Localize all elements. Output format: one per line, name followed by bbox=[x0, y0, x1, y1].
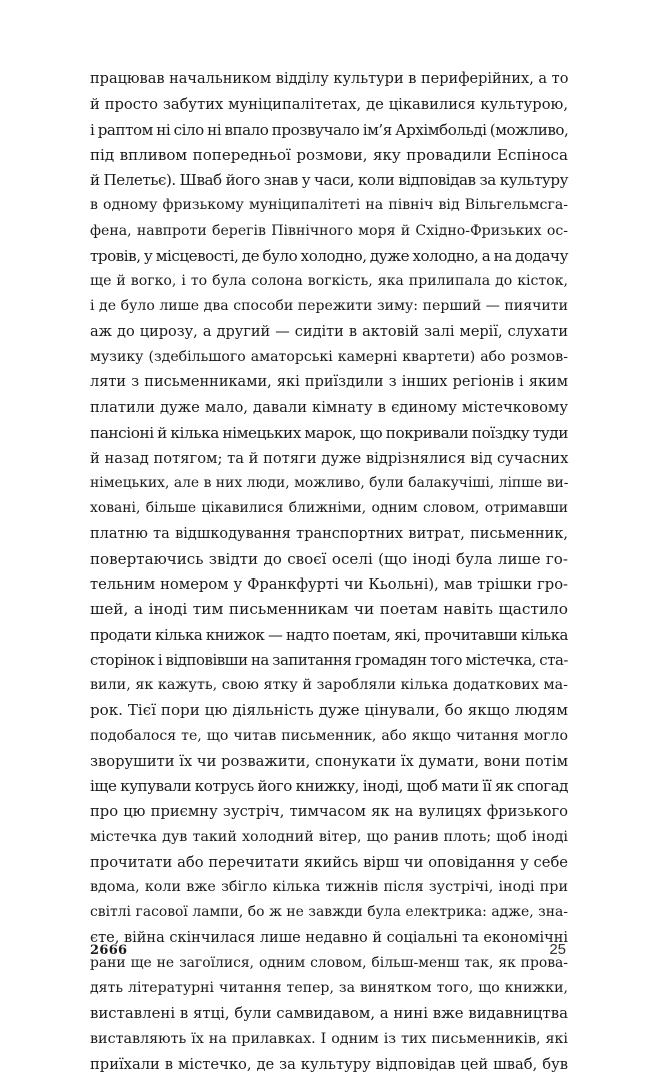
text-line: сторінок і відповівши на запитання громадян того містечка, ста- bbox=[90, 650, 568, 669]
text-line: і раптом ні сіло ні впало прозвучало ім’я Архімбольді (можливо, bbox=[90, 120, 569, 139]
text-line: шей, а іноді тим письменникам чи поетам навіть щастило bbox=[90, 600, 568, 619]
text-line: і де було лише два способи пережити зиму: перший — пиячити bbox=[90, 298, 568, 315]
body-text bbox=[90, 67, 568, 1077]
text-line: прочитати або перечитати якийсь вірш чи оповідання у себе bbox=[90, 853, 568, 871]
text-line: єте, війна скінчилася лише недавно й соціальні та економічні bbox=[90, 929, 568, 946]
page-number: 25 bbox=[549, 941, 566, 958]
text-line: містечка дув такий холодний вітер, що ранив плоть; щоб іноді bbox=[90, 828, 568, 845]
text-line: вдома, коли вже збігло кілька тижнів після зустрічі, іноді при bbox=[90, 879, 568, 895]
text-line: повертаючись звідти до своєї оселі (що іноді була лише го- bbox=[90, 549, 568, 568]
text-line: й назад потягом; та й потяги дуже відрізнялися від сучасних bbox=[90, 449, 569, 467]
text-line: вили, як кажуть, свою ятку й заробляли кілька додаткових ма- bbox=[90, 677, 568, 693]
text-line: німецьких, але в них люди, можливо, були балакучіші, ліпше ви- bbox=[90, 475, 569, 491]
text-line: в одному фризькому муніципалітеті на північ від Вільгельмсга- bbox=[90, 197, 568, 214]
text-line: тровів, у місцевості, де було холодно, дуже холодно, а на додачу bbox=[90, 246, 568, 265]
text-line: ховані, більше цікавилися ближніми, одним словом, отримавши bbox=[90, 500, 568, 517]
text-line: платню та відшкодування транспортних витрат, письменник, bbox=[90, 525, 568, 542]
text-line: й просто забутих муніципалітетах, де цікавилися культурою, bbox=[90, 96, 568, 114]
text-line: й Пелетьє). Шваб його знав у часи, коли відповідав за культуру bbox=[90, 171, 568, 189]
text-line: ляти з письменниками, які приїздили з інших регіонів і яким bbox=[90, 374, 568, 390]
text-line: дять літературні читання тепер, за винятком того, що книжки, bbox=[90, 980, 568, 996]
text-line: виставляють їх на прилавках. І одним із тих письменників, які bbox=[90, 1030, 568, 1047]
text-line: продати кілька книжок — надто поетам, які, прочитавши кілька bbox=[90, 625, 568, 644]
text-line: подобалося те, що читав письменник, або якщо читання могло bbox=[90, 727, 568, 744]
text-line: приїхали в містечко, де за культуру відповідав цей шваб, був bbox=[90, 1055, 568, 1073]
text-line: зворушити їх чи розважити, спонукати їх думати, вони потім bbox=[90, 752, 568, 770]
text-line: іще купували котрусь його книжку, іноді, щоб мати її як спогад bbox=[90, 777, 568, 795]
text-line: працював начальником відділу культури в периферійних, а то bbox=[90, 71, 569, 87]
text-line: світлі гасової лампи, бо ж не завжди була електрика: адже, зна- bbox=[90, 904, 568, 921]
text-line: тельним номером у Франкфурті чи Кьольні), мав трішки гро- bbox=[90, 576, 568, 593]
running-footer-title: 2666 bbox=[90, 943, 128, 958]
text-line: платили дуже мало, давали кімнату в єдиному містечковому bbox=[90, 399, 568, 417]
text-line: про цю приємну зустріч, тимчасом як на вулицях фризького bbox=[90, 803, 568, 821]
text-line: пансіоні й кілька німецьких марок, що покривали поїздку туди bbox=[90, 423, 568, 442]
text-line: музику (здебільшого аматорські камерні квартети) або розмов- bbox=[90, 348, 568, 365]
text-line: виставлені в ятці, були самвидавом, а нині вже видавництва bbox=[90, 1004, 568, 1023]
text-line: ще й вогко, і то була солона вогкість, яка прилипала до кісток, bbox=[90, 273, 568, 289]
text-line: фена, навпроти берегів Північного моря й Східно-Фризьких ос- bbox=[90, 222, 568, 239]
text-line: рок. Тієї пори цю діяльність дуже цінували, бо якщо людям bbox=[90, 701, 568, 720]
text-line: під впливом попередньої розмови, яку провадили Еспіноса bbox=[90, 145, 568, 164]
text-line: аж до цирозу, а другий — сидіти в актовій залі мерії, слухати bbox=[90, 323, 568, 340]
text-line: рани ще не загоїлися, одним словом, більш-менш так, як прова- bbox=[90, 954, 568, 971]
